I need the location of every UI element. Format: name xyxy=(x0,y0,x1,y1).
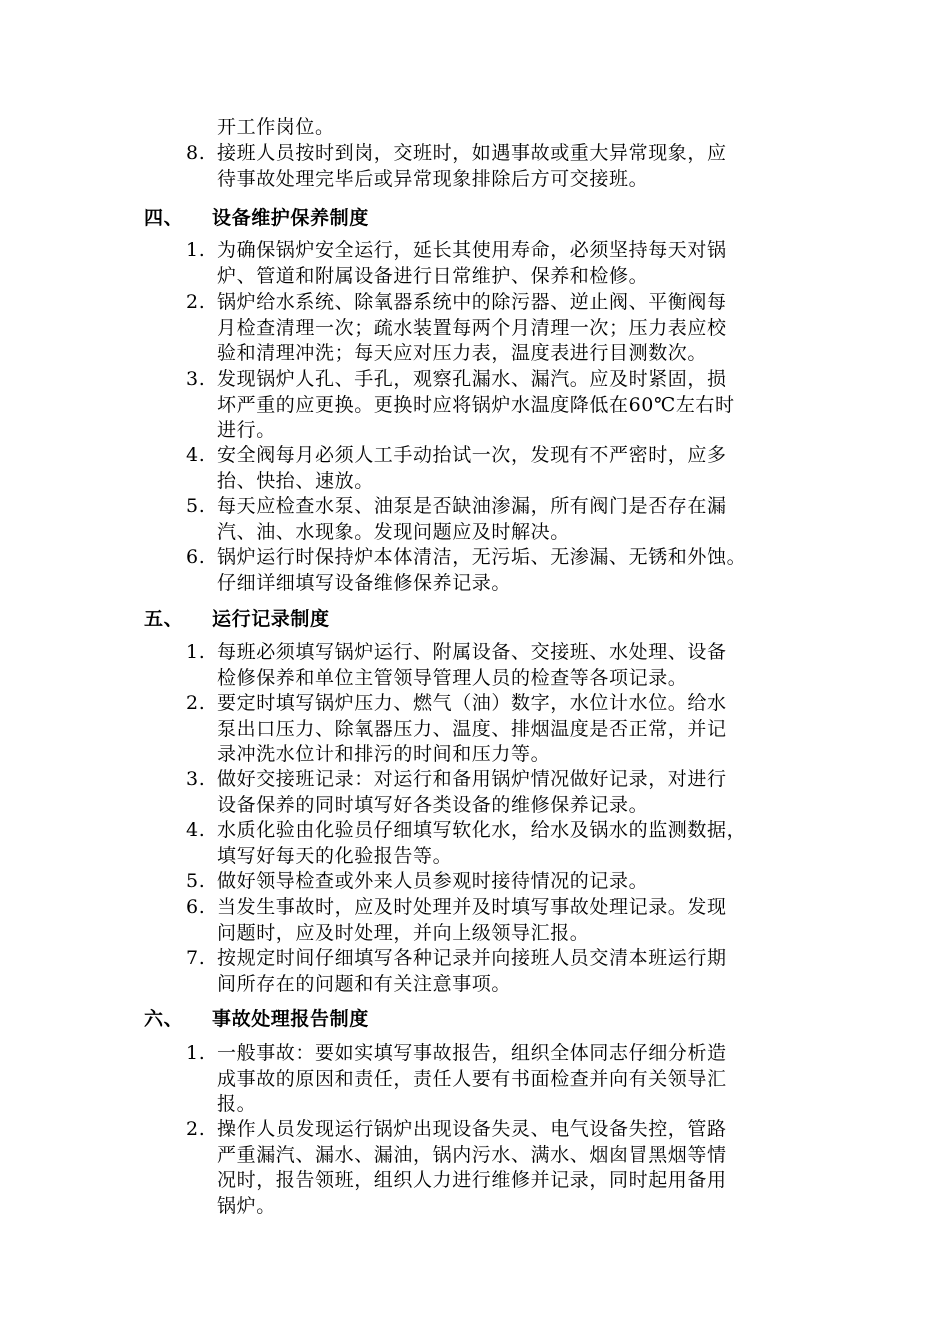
list-item xyxy=(0,141,950,192)
list-item xyxy=(0,494,950,545)
list-item xyxy=(0,1041,950,1118)
list-item-text: 锅炉给水系统、除氧器系统中的除污器、逆止阀、平衡阀每 月检查清理一次；疏水装置每两个月清理一次；压力表应校 验和清理冲洗；每天应对压力表，温度表进行目测数次。 xyxy=(217,291,727,364)
list-item-body xyxy=(0,640,817,691)
list-item-text: 发现锅炉人孔、手孔，观察孔漏水、漏汽。应及时紧固，损 坏严重的应更换。更换时应将锅炉水温度降低在60℃左右时 进行。 xyxy=(217,368,735,441)
list-item-body xyxy=(0,290,817,367)
list-item-body xyxy=(0,545,817,596)
list-item-number: 5. xyxy=(186,495,206,517)
list-item-body xyxy=(0,869,817,895)
list-item-body xyxy=(0,1117,817,1219)
section-title: 设备维护保养制度 xyxy=(212,207,369,229)
list-item-text: 安全阀每月必须人工手动抬试一次，发现有不严密时，应多 抬、快抬、速放。 xyxy=(217,444,727,492)
list-item-number: 3. xyxy=(186,368,206,390)
list-item-number: 8. xyxy=(186,142,206,164)
list-item xyxy=(0,818,950,869)
section-number: 四、 xyxy=(144,207,184,229)
list-item-text: 按规定时间仔细填写各种记录并向接班人员交清本班运行期 间所存在的问题和有关注意事项。 xyxy=(217,947,727,995)
list-item-text: 水质化验由化验员仔细填写软化水，给水及锅水的监测数据， 填写好每天的化验报告等。 xyxy=(217,819,747,867)
list-item-number: 2. xyxy=(186,291,206,313)
list-item-body xyxy=(0,443,817,494)
list-item xyxy=(0,946,950,997)
list-item xyxy=(0,895,950,946)
list-item-text: 接班人员按时到岗，交班时，如遇事故或重大异常现象，应 待事故处理完毕后或异常现象排除后方可交接班。 xyxy=(217,142,727,190)
list-item xyxy=(0,290,950,367)
continuation-paragraph xyxy=(0,115,950,141)
list-item-text: 做好交接班记录：对运行和备用锅炉情况做好记录，对进行 设备保养的同时填写好各类设备的维修保养记录。 xyxy=(217,768,727,816)
list-item xyxy=(0,443,950,494)
list-item-number: 6. xyxy=(186,896,206,918)
list-item-text: 每天应检查水泵、油泵是否缺油渗漏，所有阀门是否存在漏 汽、油、水现象。发现问题应及时解决。 xyxy=(217,495,727,543)
list-item xyxy=(0,767,950,818)
section-number: 五、 xyxy=(144,608,184,630)
section-title: 事故处理报告制度 xyxy=(212,1008,369,1030)
list-item-body xyxy=(0,818,817,869)
list-item xyxy=(0,545,950,596)
list-item-number: 4. xyxy=(186,819,206,841)
list-item-text: 要定时填写锅炉压力、燃气（油）数字，水位计水位。给水 泵出口压力、除氧器压力、温度、排烟温度是否正常，并记 录冲洗水位计和排污的时间和压力等。 xyxy=(217,692,727,765)
list-item xyxy=(0,238,950,289)
list-item-number: 2. xyxy=(186,692,206,714)
list-item-number: 1. xyxy=(186,1042,206,1064)
list-item-text: 为确保锅炉安全运行，延长其使用寿命，必须坚持每天对锅 炉、管道和附属设备进行日常维护、保养和检修。 xyxy=(217,239,727,287)
list-item xyxy=(0,640,950,691)
list-item-text: 当发生事故时，应及时处理并及时填写事故处理记录。发现 问题时，应及时处理，并向上级领导汇报。 xyxy=(217,896,727,944)
list-item-body xyxy=(0,141,817,192)
list-item-body xyxy=(0,691,817,768)
continuation-line: 开工作岗位。 xyxy=(217,116,335,138)
list-item-number: 3. xyxy=(186,768,206,790)
list-item-text: 操作人员发现运行锅炉出现设备失灵、电气设备失控，管路 严重漏汽、漏水、漏油，锅内污水、满水、烟囱冒黑烟等情 况时，报告领班，组织人力进行维修并记录，同时起用备用 锅炉。 xyxy=(217,1118,727,1217)
list-item xyxy=(0,869,950,895)
list-item-body xyxy=(0,1041,817,1118)
section-number: 六、 xyxy=(144,1008,184,1030)
list-item-body xyxy=(0,895,817,946)
list-item xyxy=(0,367,950,444)
continuation-text xyxy=(0,115,817,141)
list-item-number: 6. xyxy=(186,546,206,568)
list-item-text: 做好领导检查或外来人员参观时接待情况的记录。 xyxy=(217,870,649,892)
list-item-number: 2. xyxy=(186,1118,206,1140)
list-item-text: 锅炉运行时保持炉本体清洁，无污垢、无渗漏、无锈和外蚀。 仔细详细填写设备维修保养记录。 xyxy=(217,546,747,594)
list-item-text: 每班必须填写锅炉运行、附属设备、交接班、水处理、设备 检修保养和单位主管领导管理人员的检查等各项记录。 xyxy=(217,641,727,689)
list-item-body xyxy=(0,494,817,545)
list-item-text: 一般事故：要如实填写事故报告，组织全体同志仔细分析造 成事故的原因和责任，责任人要有书面检查并向有关领导汇 报。 xyxy=(217,1042,727,1115)
list-item xyxy=(0,691,950,768)
list-item-number: 4. xyxy=(186,444,206,466)
list-item-number: 1. xyxy=(186,239,206,261)
list-item-body xyxy=(0,946,817,997)
list-item-number: 7. xyxy=(186,947,206,969)
list-item-body xyxy=(0,767,817,818)
section-title: 运行记录制度 xyxy=(212,608,330,630)
list-item-number: 5. xyxy=(186,870,206,892)
list-item-body xyxy=(0,367,817,444)
list-item xyxy=(0,1117,950,1219)
list-item-body xyxy=(0,238,817,289)
list-item-number: 1. xyxy=(186,641,206,663)
